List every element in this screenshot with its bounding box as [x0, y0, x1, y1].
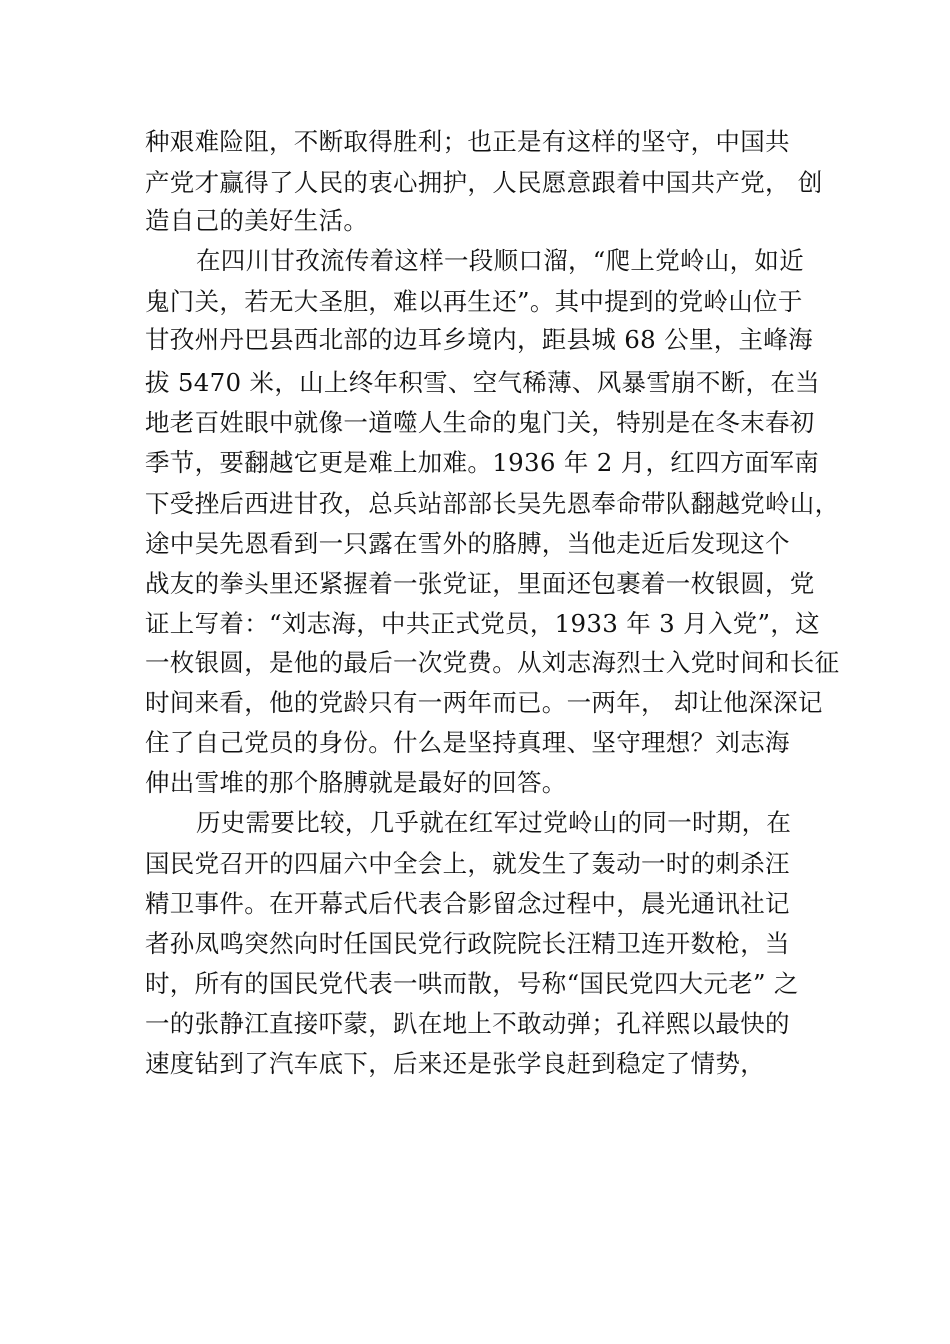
- text-line: 国民党召开的四届六中全会上，就发生了轰动一时的刺杀汪: [145, 849, 790, 878]
- text-line: 种艰难险阻，不断取得胜利；也正是有这样的坚守，中国共: [145, 127, 790, 156]
- paragraph-start-line: 在四川甘孜流传着这样一段顺口溜，“爬上党岭山，如近: [196, 246, 805, 275]
- text-line: 战友的拳头里还紧握着一张党证，里面还包裹着一枚银圆，党: [145, 569, 815, 598]
- text-line: 季节，要翻越它更是难上加难。1936 年 2 月，红四方面军南: [145, 448, 820, 477]
- text-line: 拔 5470 米，山上终年积雪、空气稀薄、风暴雪崩不断，在当: [145, 368, 820, 397]
- text-line: 住了自己党员的身份。什么是坚持真理、坚守理想？刘志海: [145, 728, 790, 757]
- text-line: 下受挫后西进甘孜，总兵站部部长吴先恩奉命带队翻越党岭山，: [145, 489, 840, 518]
- text-line: 途中吴先恩看到一只露在雪外的胳膊，当他走近后发现这个: [145, 529, 790, 558]
- text-line: 鬼门关，若无大圣胆，难以再生还”。其中提到的党岭山位于: [145, 287, 803, 316]
- text-line: 造自己的美好生活。: [145, 206, 369, 235]
- paragraph-start-line: 历史需要比较，几乎就在红军过党岭山的同一时期，在: [196, 808, 792, 837]
- text-line: 精卫事件。在开幕式后代表合影留念过程中，晨光通讯社记: [145, 889, 790, 918]
- text-line: 产党才赢得了人民的衷心拥护，人民愿意跟着中国共产党， 创: [145, 168, 823, 197]
- text-line: 一枚银圆，是他的最后一次党费。从刘志海烈士入党时间和长征: [145, 648, 840, 677]
- text-line: 者孙凤鸣突然向时任国民党行政院院长汪精卫连开数枪，当: [145, 929, 790, 958]
- text-line: 地老百姓眼中就像一道噬人生命的鬼门关，特别是在冬末春初: [145, 408, 815, 437]
- text-line: 证上写着：“刘志海，中共正式党员，1933 年 3 月入党”，这: [145, 609, 820, 638]
- text-line: 时间来看，他的党龄只有一两年而已。一两年， 却让他深深记: [145, 688, 823, 717]
- text-line: 速度钻到了汽车底下，后来还是张学良赶到稳定了情势，: [145, 1049, 765, 1078]
- text-line: 甘孜州丹巴县西北部的边耳乡境内，距县城 68 公里，主峰海: [145, 325, 813, 354]
- text-line: 时，所有的国民党代表一哄而散，号称“国民党四大元老” 之: [145, 969, 799, 998]
- text-line: 伸出雪堆的那个胳膊就是最好的回答。: [145, 768, 567, 797]
- text-line: 一的张静江直接吓蒙，趴在地上不敢动弹；孔祥熙以最快的: [145, 1009, 790, 1038]
